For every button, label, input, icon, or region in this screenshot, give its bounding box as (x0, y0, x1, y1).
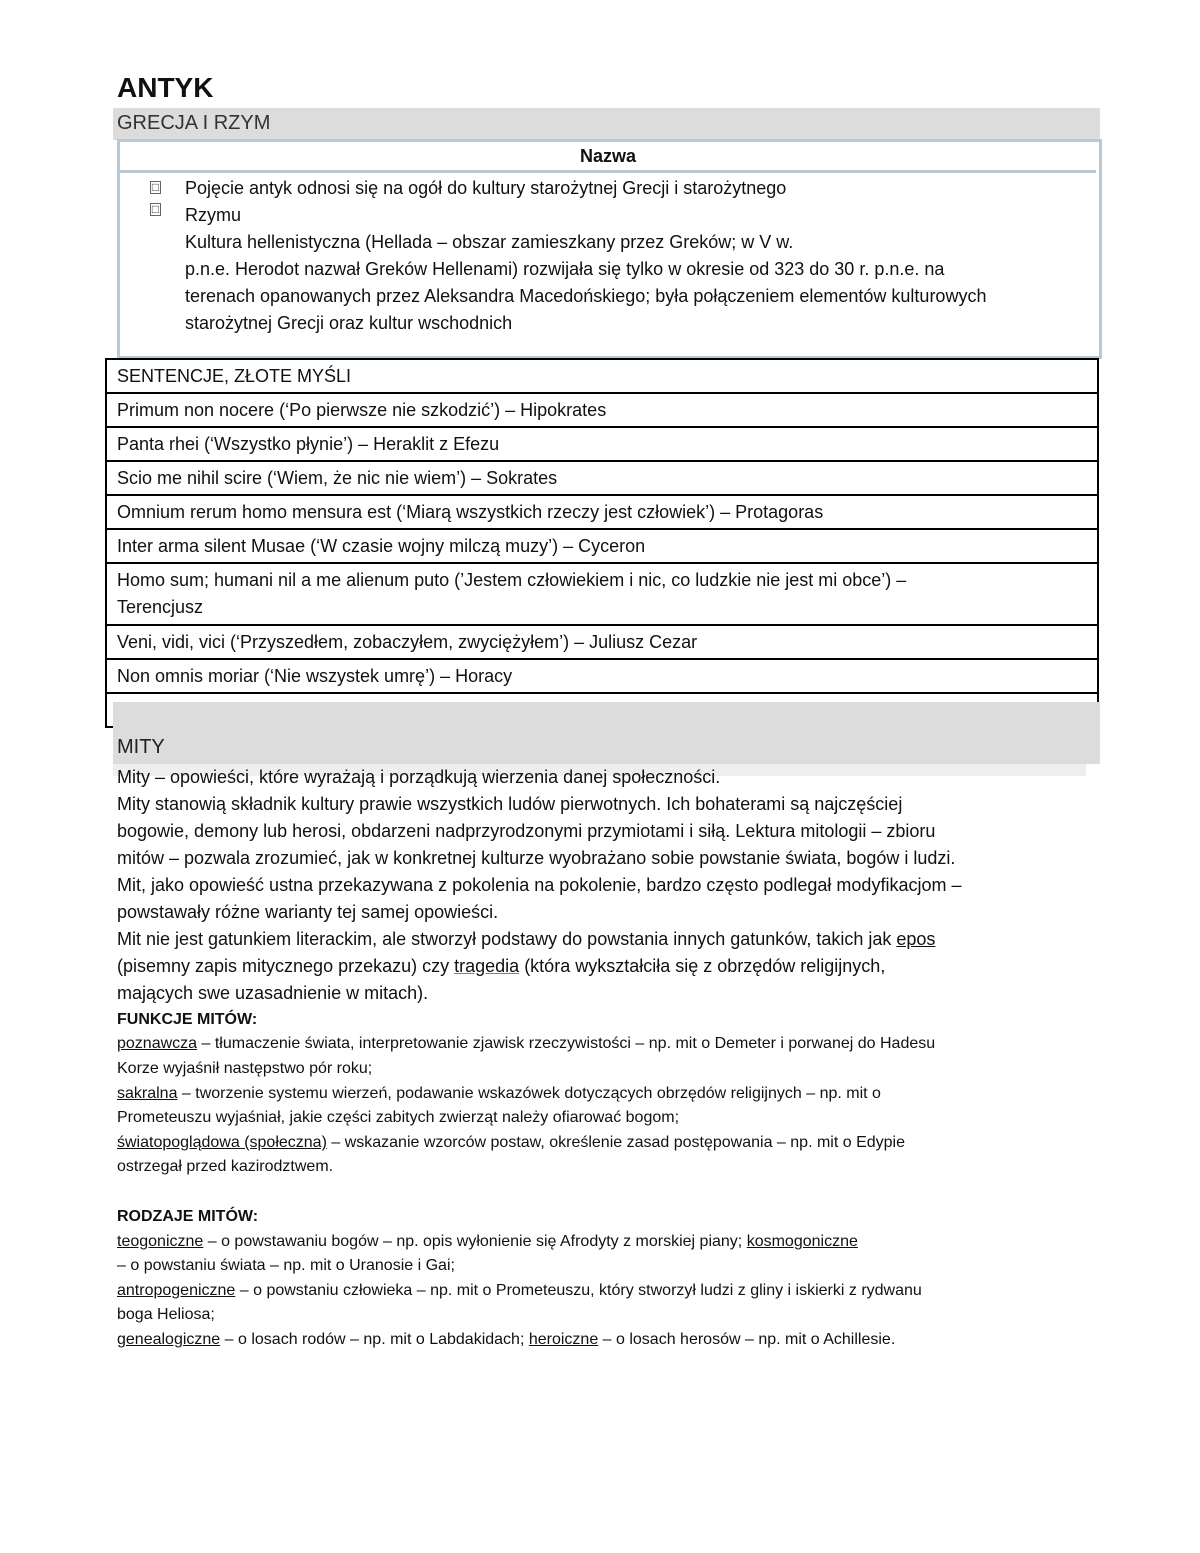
funkcje-line (117, 1032, 935, 1057)
page-title: ANTYK (117, 72, 214, 103)
gatunki-text: (która wykształciła się z obrzędów religijnych, (519, 956, 886, 976)
mity-paragraph: mitów – pozwala zrozumieć, jak w konkretnej kulturze wyobrażano sobie powstanie świata, bogów i ludzi. (117, 848, 956, 868)
bullet-placeholder-icon: □ (151, 202, 160, 216)
rodzaje-line (117, 1279, 922, 1304)
sentencje-row-line: Terencjusz (117, 597, 204, 617)
rodzaje-heading-text: RODZAJE MITÓW: (117, 1208, 259, 1225)
sentencje-row: Veni, vidi, vici (‘Przyszedłem, zobaczyłem, zwyciężyłem’) – Juliusz Cezar (107, 626, 1097, 660)
nazwa-line: Pojęcie antyk odnosi się na ogół do kultury starożytnej Grecji i starożytnego (185, 178, 787, 198)
gatunki-text: (pisemny zapis mitycznego przekazu) czy (117, 956, 455, 976)
term-antropogeniczne: antropogeniczne (117, 1282, 236, 1299)
tragedia-term: tragedia (454, 956, 520, 976)
sentencje-row: Omnium rerum homo mensura est (‘Miarą wszystkich rzeczy jest człowiek’) – Protagoras (107, 496, 1097, 530)
sentencje-row: Panta rhei (‘Wszystko płynie’) – Heraklit z Efezu (107, 428, 1097, 462)
funkcje-text: – tworzenie systemu wierzeń, podawanie wskazówek dotyczących obrzędów religijnych – np. mit o (177, 1085, 881, 1102)
rodzaje-line (117, 1230, 858, 1255)
funkcje-heading (117, 1008, 257, 1033)
rodzaje-line: boga Heliosa; (117, 1306, 215, 1323)
funkcje-text: – wskazanie wzorców postaw, określenie zasad postępowania – np. mit o Edypie (326, 1134, 905, 1151)
funkcje-line: Korze wyjaśnił następstwo pór roku; (117, 1060, 373, 1077)
mity-paragraph: powstawały różne warianty tej samej opowieści. (117, 902, 499, 922)
funkcje-line: Prometeuszu wyjaśniał, jakie części zabitych zwierząt należy ofiarować bogom; (117, 1109, 680, 1126)
sentencje-row (107, 564, 1097, 626)
mity-paragraph: Mit, jako opowieść ustna przekazywana z pokolenia na pokolenie, bardzo często podlegał modyfikacjom – (117, 875, 962, 895)
funkcje-line: ostrzegał przed kazirodztwem. (117, 1158, 334, 1175)
rodzaje-heading (117, 1205, 258, 1230)
mity-paragraph: Mity stanowią składnik kultury prawie wszystkich ludów pierwotnych. Ich bohaterami są najczęściej (117, 794, 903, 814)
gatunki-line: mających swe uzasadnienie w mitach). (117, 983, 429, 1003)
sentencje-row: Inter arma silent Musae (‘W czasie wojny milczą muzy’) – Cyceron (107, 530, 1097, 564)
gatunki-line (117, 926, 935, 953)
nazwa-header: Nazwa (120, 142, 1096, 173)
epos-term: epos (896, 929, 936, 949)
sentencje-row: Scio me nihil scire (‘Wiem, że nic nie wiem’) – Sokrates (107, 462, 1097, 496)
sentencje-row-line: Homo sum; humani nil a me alienum puto (’Jestem człowiekiem i nic, co ludzkie nie jest mi obce’) – (117, 570, 907, 590)
funkcje-line (117, 1131, 905, 1156)
rodzaje-text: – o losach herosów – np. mit o Achillesie. (598, 1331, 896, 1348)
term-swiatopogladowa: światopoglądowa (społeczna) (117, 1134, 327, 1151)
term-kosmogoniczne: kosmogoniczne (746, 1233, 858, 1250)
sentencje-row: Primum non nocere (‘Po pierwsze nie szkodzić’) – Hipokrates (107, 394, 1097, 428)
rodzaje-line (117, 1328, 895, 1353)
nazwa-line: terenach opanowanych przez Aleksandra Macedońskiego; była połączeniem elementów kulturowych (185, 286, 987, 306)
funkcje-heading-text: FUNKCJE MITÓW: (117, 1011, 258, 1028)
nazwa-line: p.n.e. Herodot nazwał Greków Hellenami) rozwijała się tylko w okresie od 323 do 30 r. p.n.e. na (185, 259, 945, 279)
gatunki-line (117, 953, 885, 980)
gatunki-text: Mit nie jest gatunkiem literackim, ale stworzył podstawy do powstania innych gatunków, takich jak (117, 929, 897, 949)
bullet-placeholder-icon: □ (151, 180, 160, 194)
nazwa-line: starożytnej Grecji oraz kultur wschodnich (185, 313, 513, 333)
nazwa-line: Kultura hellenistyczna (Hellada – obszar zamieszkany przez Greków; w V w. (185, 232, 794, 252)
section-heading-mity: MITY (117, 736, 165, 758)
rodzaje-text: – o powstaniu człowieka – np. mit o Prometeuszu, który stworzył ludzi z gliny i iskierki z rydwanu (235, 1282, 922, 1299)
rodzaje-text: – o losach rodów – np. mit o Labdakidach; (220, 1331, 529, 1348)
funkcje-line (117, 1082, 881, 1107)
section-band-mity (113, 702, 1100, 764)
term-teogoniczne: teogoniczne (117, 1233, 204, 1250)
sentencje-table (105, 358, 1099, 728)
term-poznawcza: poznawcza (117, 1035, 198, 1052)
rodzaje-line: – o powstaniu świata – np. mit o Uranosie i Gai; (117, 1257, 455, 1274)
section-heading-grecja: GRECJA I RZYM (117, 112, 271, 134)
funkcje-text: – tłumaczenie świata, interpretowanie zjawisk rzeczywistości – np. mit o Demeter i porwanej do Hadesu (197, 1035, 936, 1052)
sentencje-header: SENTENCJE, ZŁOTE MYŚLI (107, 360, 1097, 394)
nazwa-line: Rzymu (185, 205, 242, 225)
mity-paragraph: bogowie, demony lub herosi, obdarzeni nadprzyrodzonymi przymiotami i siłą. Lektura mitologii – zbioru (117, 821, 936, 841)
sentencje-row: Non omnis moriar (‘Nie wszystek umrę’) – Horacy (107, 660, 1097, 694)
term-sakralna: sakralna (117, 1085, 178, 1102)
rodzaje-text: – o powstawaniu bogów – np. opis wyłonienie się Afrodyty z morskiej piany; (203, 1233, 747, 1250)
mity-paragraph: Mity – opowieści, które wyrażają i porządkują wierzenia danej społeczności. (117, 767, 721, 787)
term-genealogiczne: genealogiczne (117, 1331, 221, 1348)
term-heroiczne: heroiczne (528, 1331, 599, 1348)
